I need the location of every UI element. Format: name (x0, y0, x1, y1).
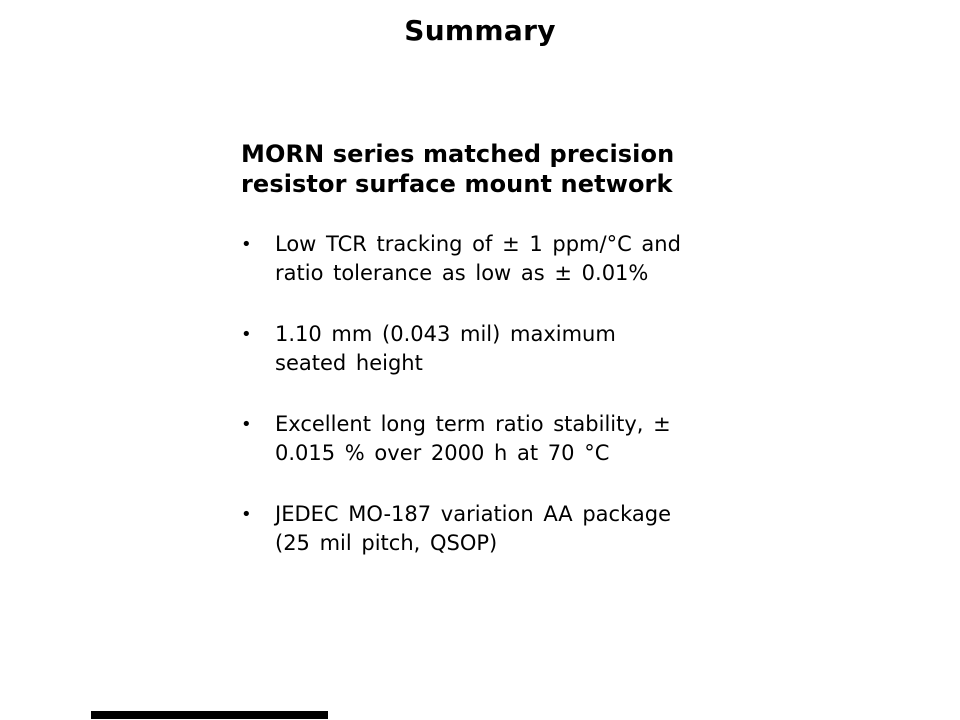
section-heading-line: MORN series matched precision (241, 140, 675, 168)
bullet-list (241, 230, 761, 558)
section-heading (241, 139, 761, 199)
bullet-line: Excellent long term ratio stability, ± (275, 412, 671, 436)
bullet-icon: • (241, 414, 252, 435)
section-heading-line: resistor surface mount network (241, 170, 673, 198)
bullet-line: 0.015 % over 2000 h at 70 °C (275, 441, 610, 465)
bullet-text (275, 410, 761, 468)
bullet-line: 1.10 mm (0.043 mil) maximum (275, 322, 616, 346)
bullet-line: seated height (275, 351, 423, 375)
bullet-text (275, 230, 761, 288)
bullet-item (241, 500, 761, 558)
bullet-item (241, 410, 761, 468)
bullet-line: ratio tolerance as low as ± 0.01% (275, 261, 649, 285)
bullet-line: Low TCR tracking of ± 1 ppm/°C and (275, 232, 681, 256)
bullet-icon: • (241, 234, 252, 255)
bullet-line: JEDEC MO-187 variation AA package (275, 502, 671, 526)
bullet-text (275, 320, 761, 378)
bullet-icon: • (241, 324, 252, 345)
bullet-text (275, 500, 761, 558)
slide-content (241, 139, 761, 590)
bullet-item (241, 230, 761, 288)
slide-title: Summary (404, 14, 556, 47)
bullet-line: (25 mil pitch, QSOP) (275, 531, 498, 555)
bullet-item (241, 320, 761, 378)
video-progress-bar[interactable] (91, 711, 328, 719)
bullet-icon: • (241, 504, 252, 525)
